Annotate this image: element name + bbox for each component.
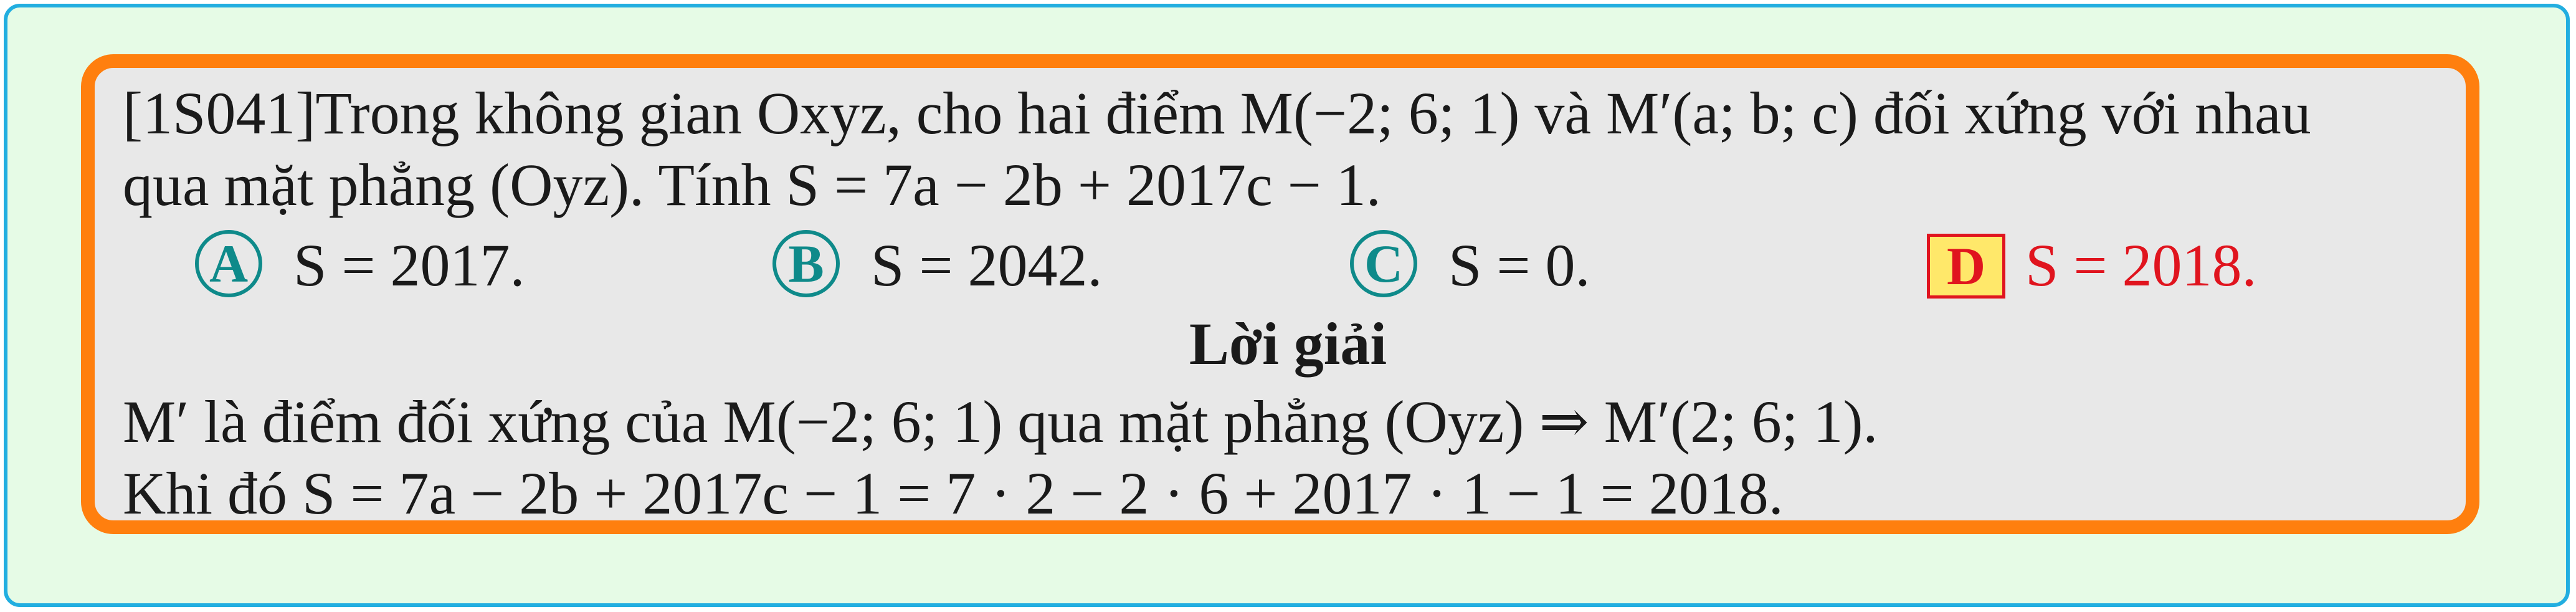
option-b-circle-icon: B (772, 230, 840, 297)
question-line-2: qua mặt phẳng (Oyz). Tính S = 7a − 2b + 2017c − 1. (123, 151, 1381, 218)
question-line-1: [1S041]Trong không gian Oxyz, cho hai điểm M(−2; 6; 1) và M′(a; b; c) đối xứng với nhau (123, 80, 2311, 146)
option-a-circle-icon: A (195, 230, 262, 297)
option-d-box-icon: D (1927, 234, 2005, 299)
option-a-text: S = 2017. (293, 232, 525, 299)
option-c-circle-icon: C (1350, 230, 1417, 297)
option-c-text: S = 0. (1448, 232, 1590, 299)
option-d-text: S = 2018. (2025, 232, 2257, 299)
solution-title: Lời giải (1189, 310, 1387, 377)
solution-line-1: M′ là điểm đối xứng của M(−2; 6; 1) qua mặt phẳng (Oyz) ⇒ M′(2; 6; 1). (123, 388, 1878, 455)
solution-line-2: Khi đó S = 7a − 2b + 2017c − 1 = 7 · 2 − 2 · 6 + 2017 · 1 − 1 = 2018. (123, 460, 1784, 527)
option-b-text: S = 2042. (871, 232, 1103, 299)
